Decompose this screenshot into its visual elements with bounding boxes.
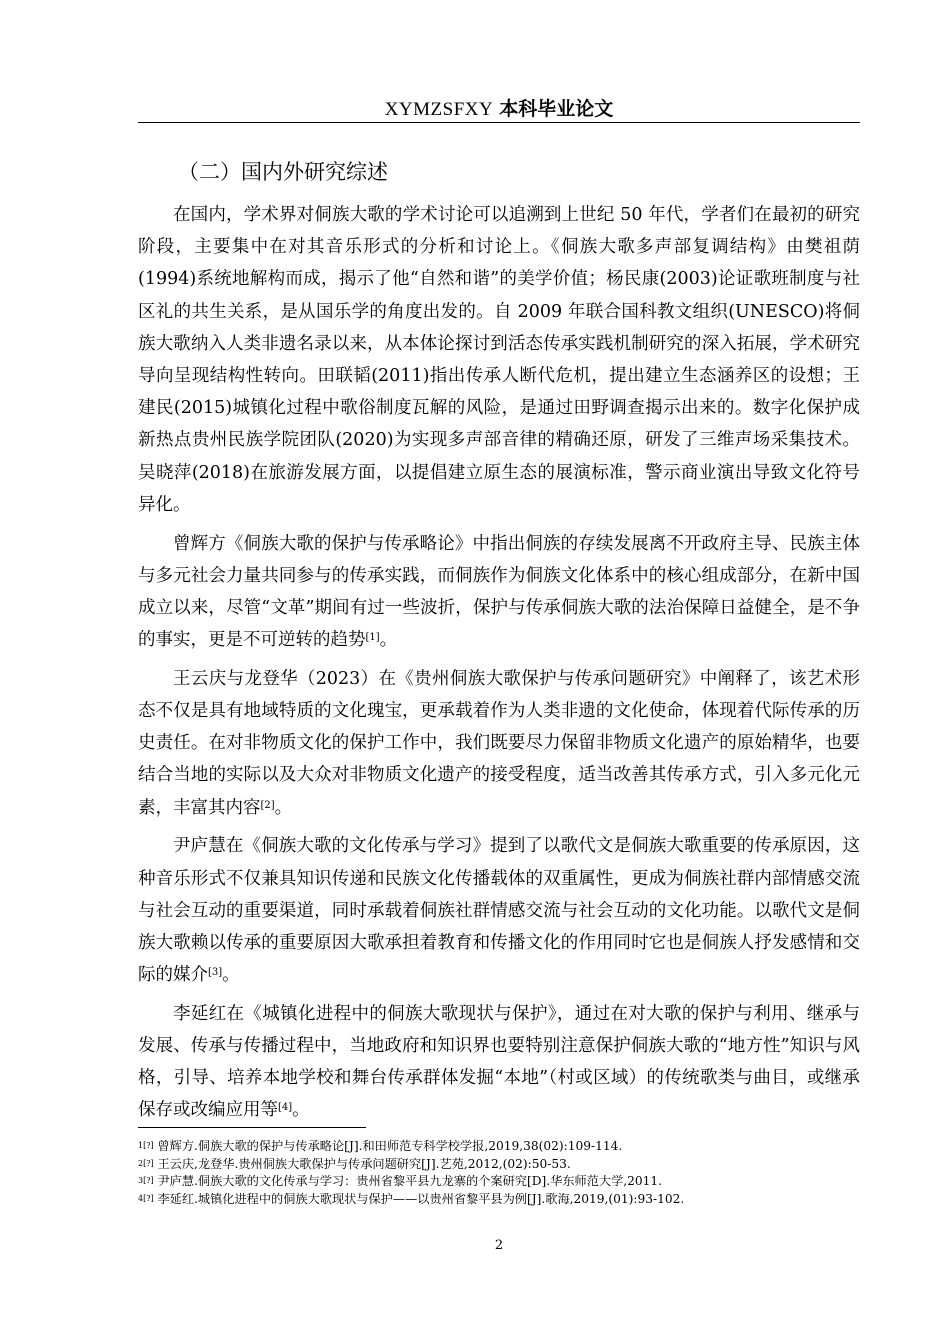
header-school-code: XYMZSFXY: [384, 99, 494, 120]
footnote: $^{1[?]}$ 曾辉方.侗族大歌的保护与传承略论[J].和田师范专科学校学报,2019,38(02):109-114.: [138, 1139, 623, 1153]
citation-ref: [2]: [260, 799, 275, 811]
paragraph: 李延红在《城镇化进程中的侗族大歌现状与保护》，通过在对大歌的保护与利用、继承与发展、传承与传播过程中，当地政府和知识界也要特别注意保护侗族大歌的“地方性”知识与风格，引导、培养本地学校和舞台传承群体发掘“本地”（村或区域）的传统歌类与曲目，或继承保存或改编应用等[4]。: [138, 1003, 860, 1121]
footnote: $^{2[?]}$ 王云庆,龙登华.贵州侗族大歌保护与传承问题研究[J].艺苑,2012,(02):50-53.: [138, 1156, 571, 1171]
paragraph: 王云庆与龙登华（2023）在《贵州侗族大歌保护与传承问题研究》中阐释了，该艺术形态不仅是具有地域特质的文化瑰宝，更承载着作为人类非遗的文化使命，体现着代际传承的历史责任。在对非物质文化的保护工作中，我们既要尽力保留非物质文化遗产的原始精华，也要结合当地的实际以及大众对非物质文化遗产的接受程度，适当改善其传承方式，引入多元化元素，丰富其内容[2]。: [138, 668, 860, 818]
header-title: 本科毕业论文: [499, 98, 614, 120]
section-heading: （二）国内外研究综述: [178, 160, 388, 184]
paragraph: 在国内，学术界对侗族大歌的学术讨论可以追溯到上世纪 50 年代，学者们在最初的研究阶段，主要集中在对其音乐形式的分析和讨论上。《侗族大歌多声部复调结构》由樊祖荫(1994)系统地解构而成，揭示了他“自然和谐”的美学价值；杨民康(2003)论证歌班制度与社区礼的共生关系，是从国乐学的角度出发的。自 2009 年联合国科教文组织(UNESCO)将侗族大歌纳入人类非遗名录以来，从本体论探讨到活态传承实践机制研究的深入拓展，学术研究导向呈现结构性转向。田联韬(2011)指出传承人断代危机，提出建立生态涵养区的设想；王建民(2015)城镇化过程中歌俗制度瓦解的风险，是通过田野调查揭示出来的。数字化保护成新热点贵州民族学院团队(2020)为实现多声部音律的精确还原，研发了三维声场采集技术。吴晓萍(2018)在旅游发展方面，以提倡建立原生态的展演标准，警示商业演出导致文化符号异化。: [138, 205, 860, 515]
page-number: 2: [494, 1238, 504, 1253]
footnotes: [138, 1138, 860, 1208]
citation-ref: [4]: [278, 1102, 293, 1114]
running-header: [138, 96, 860, 122]
paragraph: 曾辉方《侗族大歌的保护与传承略论》中指出侗族的存续发展离不开政府主导、民族主体与多元社会力量共同参与的传承实践，而侗族作为侗族文化体系中的核心组成部分，在新中国成立以来，尽管“文革”期间有过一些波折，保护与传承侗族大歌的法治保障日益健全，是不争的事实，更是不可逆转的趋势[1]。: [138, 533, 860, 651]
header-rule: [138, 122, 860, 123]
paragraph: 尹庐慧在《侗族大歌的文化传承与学习》提到了以歌代文是侗族大歌重要的传承原因，这种音乐形式不仅兼具知识传递和民族文化传播载体的双重属性，更成为侗族社群内部情感交流与社会互动的重要渠道，同时承载着侗族社群情感交流与社会互动的文化功能。以歌代文是侗族大歌赖以传承的重要原因大歌承担着教育和传播文化的作用同时它也是侗族人抒发感情和交际的媒介[3]。: [138, 836, 860, 986]
footnote: $^{3[?]}$ 尹庐慧.侗族大歌的文化传承与学习：贵州省黎平县九龙寨的个案研究[D].华东师范大学,2011.: [138, 1174, 663, 1188]
footnote: $^{4[?]}$ 李延红.城镇化进程中的侗族大歌现状与保护——以贵州省黎平县为例[J].歌海,2019,(01):93-102.: [138, 1191, 685, 1206]
citation-ref: [3]: [208, 967, 223, 979]
citation-ref: [1]: [365, 632, 380, 644]
body-text: [138, 199, 860, 1133]
footnote-separator: [138, 1127, 366, 1128]
